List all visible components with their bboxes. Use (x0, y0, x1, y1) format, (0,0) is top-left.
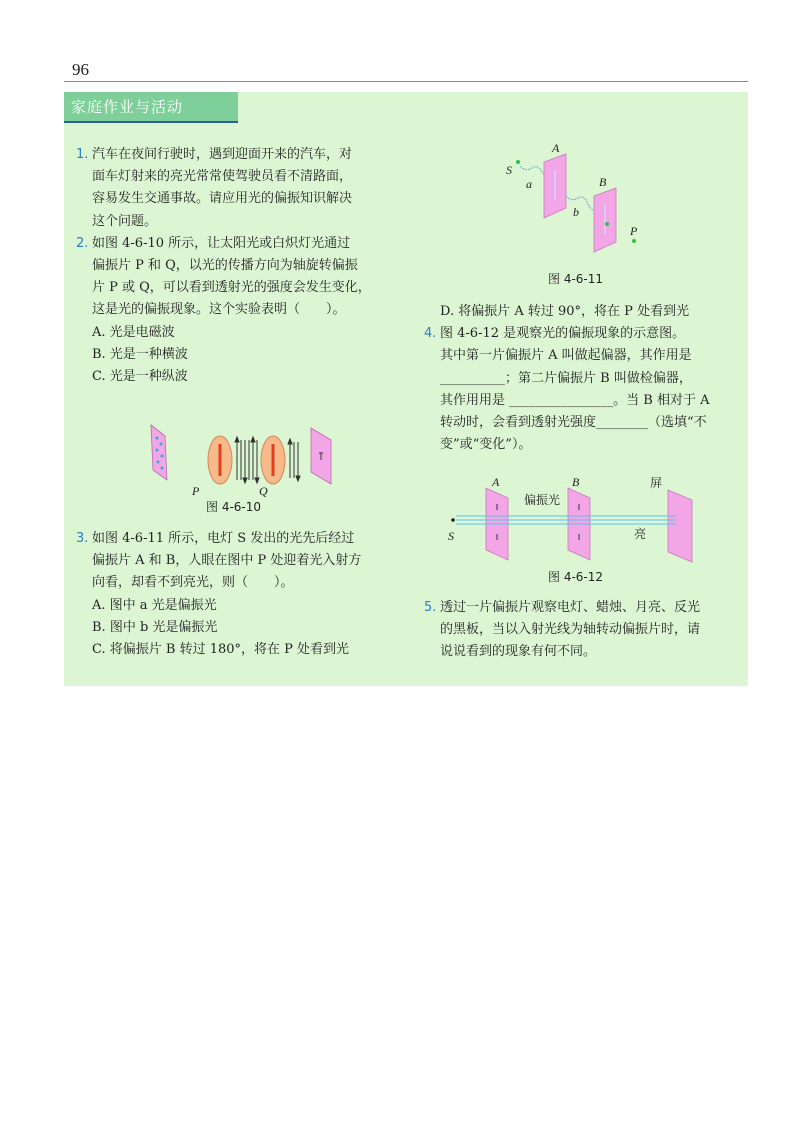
question-line: 汽车在夜间行驶时，遇到迎面开来的汽车，对 (92, 147, 353, 162)
label-s: S (506, 163, 512, 177)
question-5 (424, 597, 746, 664)
label-p: P (192, 484, 200, 498)
option-a: A. 光是电磁波 (92, 324, 175, 340)
label-b: B (599, 175, 607, 189)
question-line: 透过一片偏振片观察电灯、蜡烛、月亮、反光 (440, 600, 701, 615)
question-line: 其作用用是 ________________。当 B 相对于 A (440, 392, 710, 408)
question-line: 这个问题。 (92, 213, 158, 229)
label-polarized: 偏振光 (524, 493, 561, 507)
option-c: C. 光是一种纵波 (92, 369, 188, 385)
label-screen: 屏 (650, 476, 663, 490)
question-2 (76, 233, 406, 322)
section-header (64, 92, 238, 123)
right-column-2 (424, 597, 746, 664)
label-p: P (630, 224, 638, 238)
label-a-ray: a (526, 177, 532, 191)
label-a: A (492, 475, 500, 489)
question-line: 这是光的偏振现象。这个实验表明（ ）。 (92, 302, 346, 318)
page-number: 96 (72, 60, 89, 79)
left-column (76, 144, 406, 388)
lamp-s (516, 160, 520, 164)
question-line: 说说看到的现象有何不同。 (440, 644, 597, 660)
question-line: 如图 4-6-10 所示，让太阳光或白炽灯光通过 (92, 235, 351, 251)
option-a: A. 图中 a 光是偏振光 (92, 597, 217, 613)
label-b-ray: b (573, 205, 579, 219)
homework-panel (64, 92, 748, 686)
option-b: B. 光是一种横波 (92, 346, 188, 362)
top-rule (64, 81, 748, 82)
left-column-2 (76, 528, 406, 661)
question-line: 如图 4-6-11 所示，电灯 S 发出的光先后经过 (92, 531, 355, 546)
option-b: B. 图中 b 光是偏振光 (92, 619, 218, 635)
question-number: 2. (76, 235, 89, 251)
question-number: 3. (76, 531, 89, 546)
observer-p (632, 239, 636, 243)
option-c: C. 将偏振片 B 转过 180°，将在 P 处看到光 (92, 642, 350, 658)
screen (668, 490, 692, 562)
label-bright: 亮 (634, 527, 647, 541)
question-4 (424, 323, 746, 456)
question-line: 图 4-6-12 是观察光的偏振现象的示意图。 (440, 326, 686, 342)
question-line: 转动时，会看到透射光强度________（选填“不 (440, 415, 707, 431)
question-line: 偏振片 A 和 B，人眼在图中 P 处迎着光入射方 (92, 553, 362, 569)
right-column (424, 301, 746, 456)
question-line: 其中第一片偏振片 A 叫做起偏器，其作用是 (440, 348, 692, 364)
question-1 (76, 144, 406, 233)
question-number: 4. (424, 326, 437, 342)
figure-4-6-11 (504, 141, 654, 258)
question-number: 1. (76, 147, 89, 162)
label-a: A (552, 141, 560, 155)
figure-4-6-12 (448, 475, 708, 562)
question-line: 面车灯射来的亮光常常使驾驶员看不清路面， (92, 169, 353, 185)
question-line: 片 P 或 Q，可以看到透射光的强度会发生变化， (92, 280, 371, 296)
caption-4-6-12: 图 4-6-12 (548, 570, 604, 584)
question-line: 偏振片 P 和 Q，以光的传播方向为轴旋转偏振 (92, 258, 358, 274)
question-line: 向看，却看不到亮光，则（ ）。 (92, 575, 294, 591)
label-b: B (572, 475, 580, 489)
label-q: Q (259, 484, 268, 498)
label-s: S (448, 529, 454, 543)
question-3 (76, 528, 406, 595)
light-source-plate (151, 425, 167, 480)
question-line: __________；第二片偏振片 B 叫做检偏器， (440, 370, 692, 386)
caption-4-6-10: 图 4-6-10 (206, 500, 262, 514)
question-number: 5. (424, 600, 437, 615)
figure-4-6-10 (149, 420, 339, 500)
question-line: 容易发生交通事故。请应用光的偏振知识解决 (92, 191, 353, 207)
option-d: D. 将偏振片 A 转过 90°，将在 P 处看到光 (440, 304, 690, 319)
section-title: 家庭作业与活动 (71, 98, 184, 116)
question-line: 的黑板，当以入射光线为轴转动偏振片时，请 (440, 622, 701, 638)
lamp-s (451, 518, 455, 522)
caption-4-6-11: 图 4-6-11 (548, 272, 604, 286)
question-line: 变”或“变化”）。 (440, 437, 532, 453)
